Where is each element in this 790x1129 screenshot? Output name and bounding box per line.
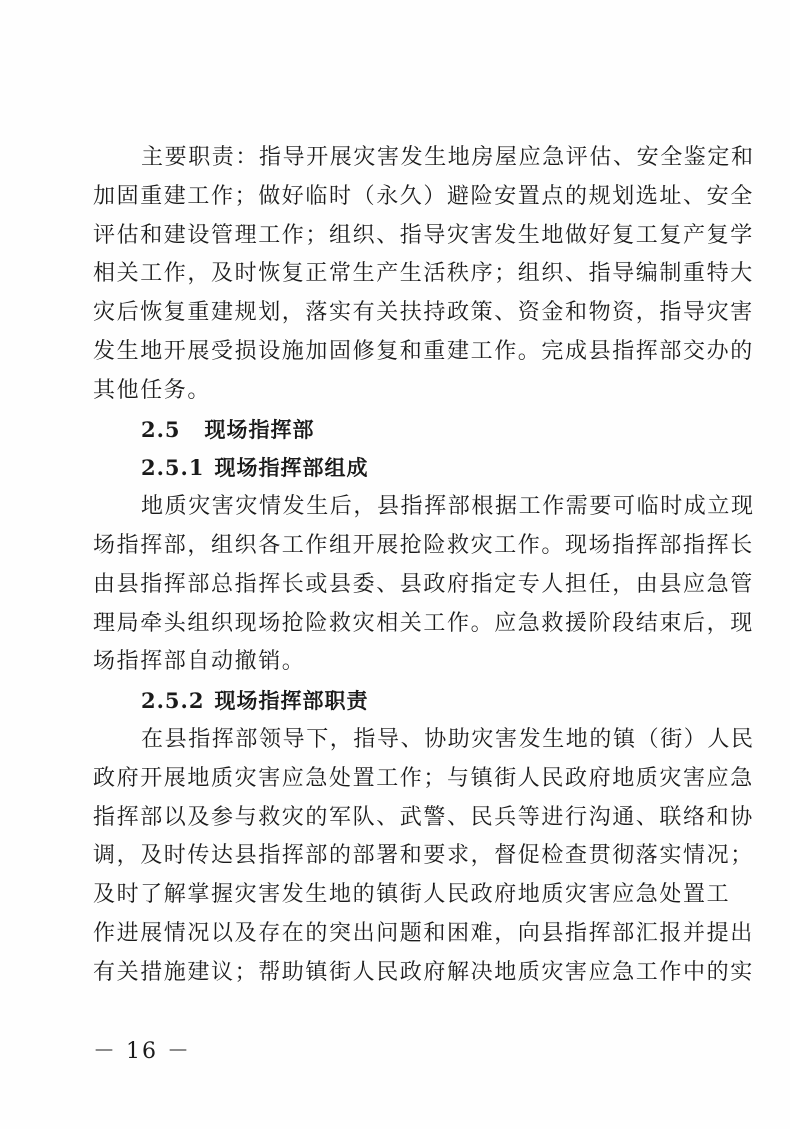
text-line: 场指挥部自动撤销。 (93, 649, 306, 675)
document-body (93, 139, 755, 993)
text-line: 灾后恢复重建规划，落实有关扶持政策、资金和物资，指导灾害 (93, 300, 754, 326)
text-line: 发生地开展受损设施加固修复和重建工作。完成县指挥部交办的 (93, 338, 754, 364)
section-number: 2.5 (141, 416, 181, 442)
section-title: 现场指挥部职责 (214, 689, 369, 714)
text-line: 地质灾害灾情发生后，县指挥部根据工作需要可临时成立现 (141, 494, 755, 520)
text-line: 及时了解掌握灾害发生地的镇街人民政府地质灾害应急处置工 (93, 882, 731, 908)
section-number: 2.5.1 (141, 455, 205, 481)
paragraph-responsibilities (93, 721, 755, 993)
text-line: 主要职责：指导开展灾害发生地房屋应急评估、安全鉴定和 (141, 145, 755, 170)
page-number: － 16 － (93, 1039, 191, 1064)
paragraph-duties (93, 139, 755, 411)
text-line: 加固重建工作；做好临时（永久）避险安置点的规划选址、安全 (93, 183, 754, 209)
section-number: 2.5.2 (141, 688, 205, 714)
section-title: 现场指挥部 (204, 417, 315, 442)
text-line: 评估和建设管理工作；组织、指导灾害发生地做好复工复产复学 (93, 222, 754, 248)
text-line: 有关措施建议；帮助镇街人民政府解决地质灾害应急工作中的实 (93, 959, 754, 985)
text-line: 其他任务。 (93, 377, 212, 403)
text-line: 相关工作，及时恢复正常生产生活秩序；组织、指导编制重特大 (93, 261, 754, 287)
section-heading-2-5-2 (93, 682, 703, 721)
text-line: 政府开展地质灾害应急处置工作；与镇街人民政府地质灾害应急 (93, 765, 754, 791)
text-line: 作进展情况以及存在的突出问题和困难，向县指挥部汇报并提出 (93, 920, 754, 946)
text-line: 理局牵头组织现场抢险救灾相关工作。应急救援阶段结束后，现 (93, 610, 754, 636)
text-line: 由县指挥部总指挥长或县委、县政府指定专人担任，由县应急管 (93, 571, 754, 597)
text-line: 在县指挥部领导下，指导、协助灾害发生地的镇（街）人民 (141, 726, 755, 752)
paragraph-composition (93, 488, 755, 682)
text-line: 指挥部以及参与救灾的军队、武警、民兵等进行沟通、联络和协 (93, 804, 754, 830)
text-line: 调，及时传达县指挥部的部署和要求，督促检查贯彻落实情况； (93, 843, 754, 869)
section-heading-2-5-1 (93, 449, 703, 488)
section-title: 现场指挥部组成 (214, 456, 369, 481)
section-heading-2-5 (93, 411, 703, 450)
text-line: 场指挥部，组织各工作组开展抢险救灾工作。现场指挥部指挥长 (93, 532, 754, 558)
